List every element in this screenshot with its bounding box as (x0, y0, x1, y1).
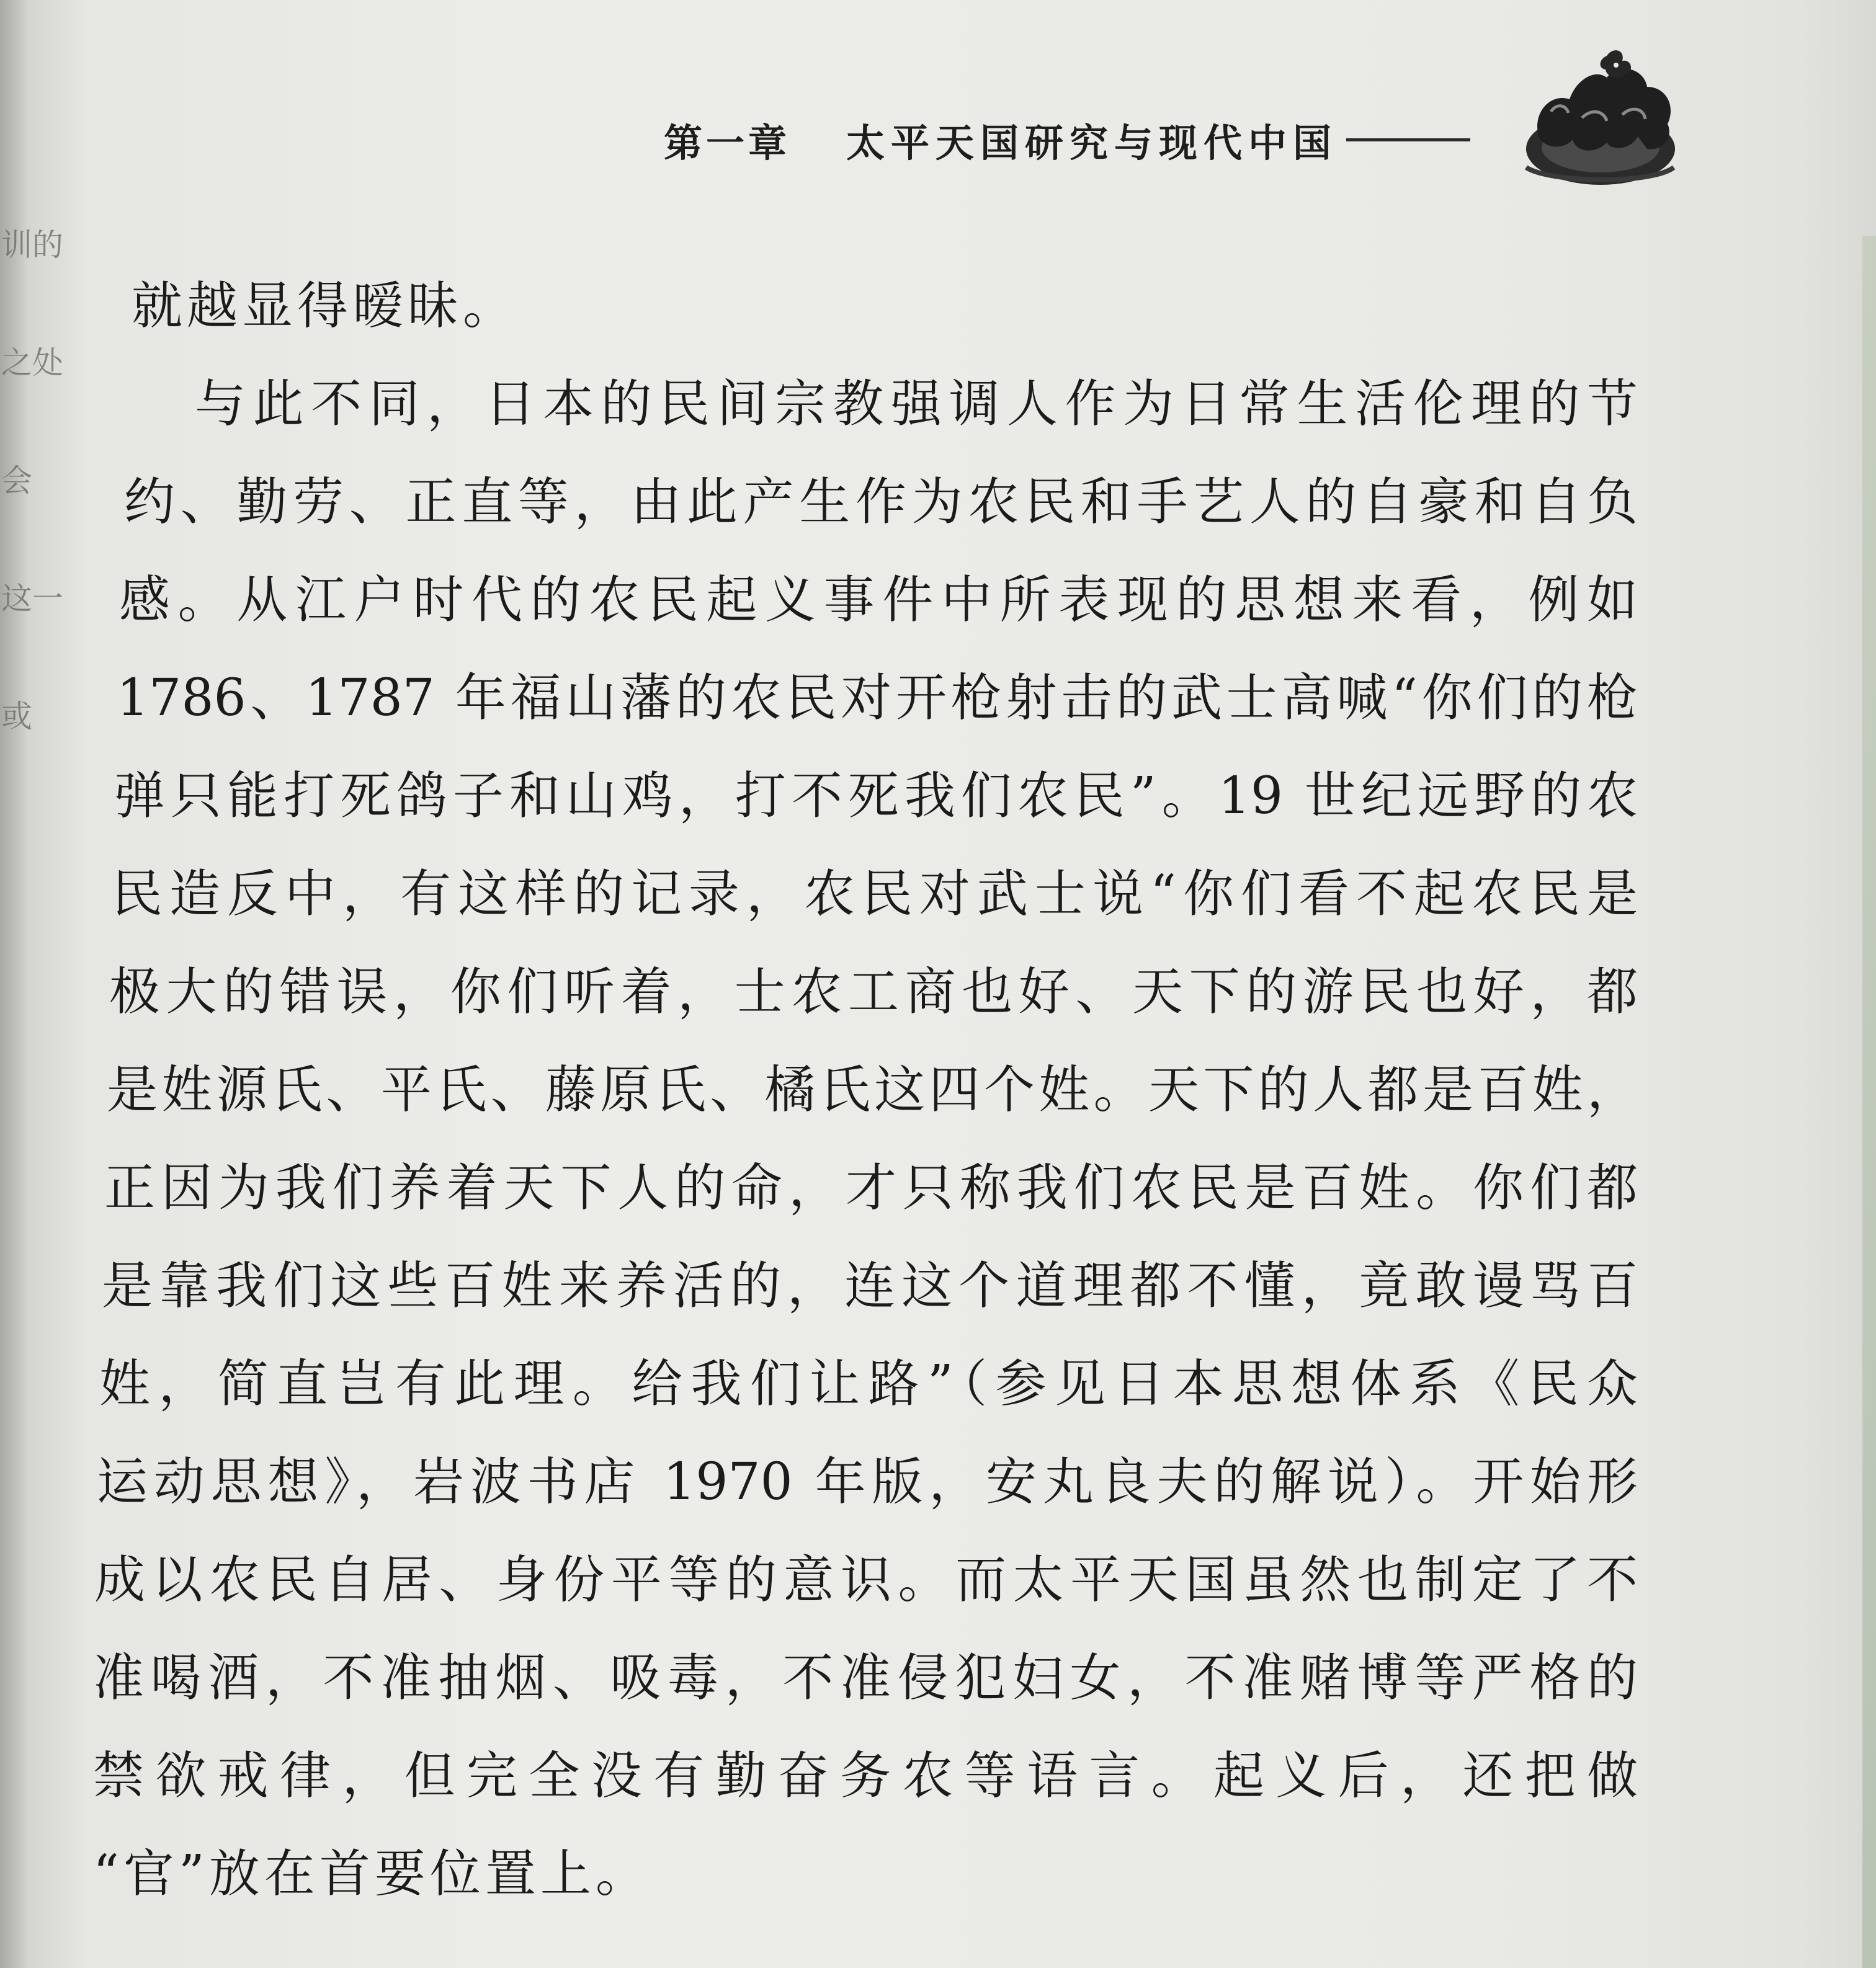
text-line: 是靠我们这些百姓来养活的，连这个道理都不懂，竟敢谩骂百 (102, 1257, 1638, 1316)
text-line: 准喝酒，不准抽烟、吸毒，不准侵犯妇女，不准赌博等严格的 (93, 1649, 1638, 1708)
chapter-label: 第一章 (664, 120, 791, 166)
text-line: 1786、1787 年福山藩的农民对开枪射击的武士高喊“你们的枪 (117, 669, 1638, 728)
body-text (93, 257, 1638, 1923)
text-line: 姓，简直岂有此理。给我们让路”（参见日本思想体系《民众 (99, 1355, 1638, 1414)
right-page-edge (1862, 236, 1876, 1968)
adjacent-page-fragment: 或 (1, 698, 32, 734)
text-line: 成以农民自居、身份平等的意识。而太平天国虽然也制定了不 (94, 1551, 1638, 1610)
chapter-title: 太平天国研究与现代中国 (846, 120, 1338, 166)
text-line: 运动思想》，岩波书店 1970 年版，安丸良夫的解说）。开始形 (97, 1453, 1638, 1512)
text-line: 感。从江户时代的农民起义事件中所表现的思想来看，例如 (119, 571, 1638, 630)
dragon-ornament-icon (1514, 43, 1681, 192)
text-line: 极大的错误，你们听着，士农工商也好、天下的游民也好，都 (109, 963, 1638, 1022)
header-rule (1346, 138, 1470, 141)
running-header (664, 112, 1470, 167)
adjacent-page-fragment: 之处 (1, 345, 63, 381)
text-line: 约、勤劳、正直等，由此产生作为农民和手艺人的自豪和自负 (124, 473, 1638, 532)
text-line: 正因为我们养着天下人的命，才只称我们农民是百姓。你们都 (104, 1159, 1638, 1218)
adjacent-page-fragment: 这一 (1, 581, 63, 617)
text-line: 与此不同，日本的民间宗教强调人作为日常生活伦理的节 (195, 375, 1638, 434)
adjacent-page-fragments (1, 186, 63, 775)
adjacent-page-fragment: 训的 (1, 227, 63, 263)
text-line: 是姓源氏、平氏、藤原氏、橘氏这四个姓。天下的人都是百姓， (107, 1061, 1638, 1120)
text-line: “官”放在首要位置上。 (93, 1845, 651, 1903)
text-line: 民造反中，有这样的记录，农民对武士说“你们看不起农民是 (112, 865, 1638, 924)
text-line: 弹只能打死鸽子和山鸡，打不死我们农民”。19 世纪远野的农 (114, 767, 1638, 826)
text-line: 禁欲戒律，但完全没有勤奋务农等语言。起义后，还把做 (93, 1747, 1638, 1805)
adjacent-page-fragment: 会 (1, 463, 32, 499)
text-line: 就越显得暧昧。 (132, 277, 519, 336)
